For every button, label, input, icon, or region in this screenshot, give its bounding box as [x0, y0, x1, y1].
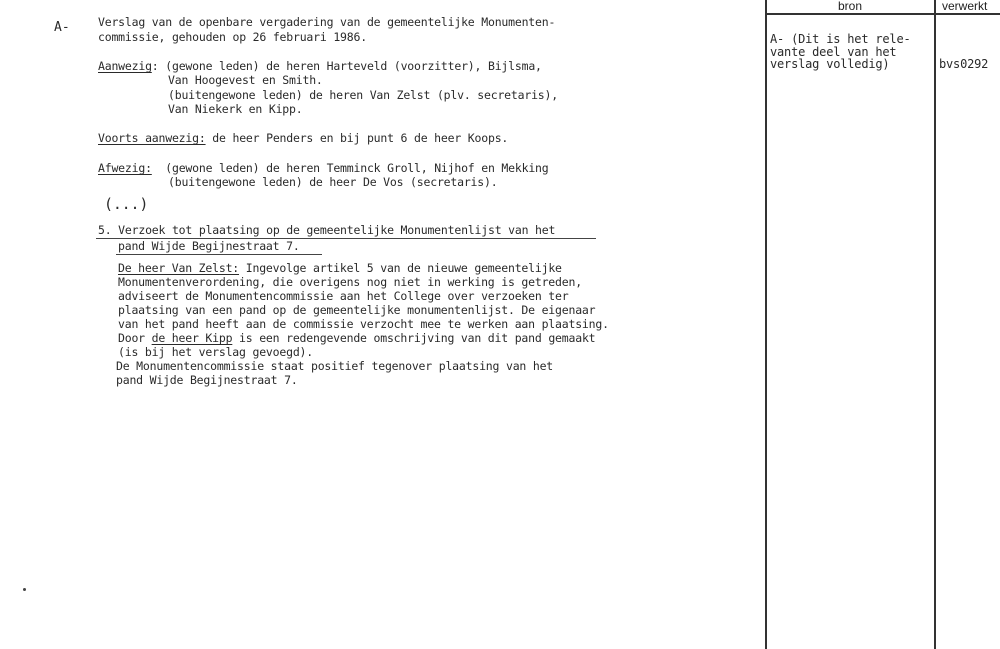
bron-line-2: vante deel van het: [770, 45, 897, 59]
speaker-van-zelst: De heer Van Zelst:: [118, 261, 240, 275]
bron-header: bron: [838, 0, 863, 13]
item5-body-line-5: van het pand heeft aan de commissie verzocht mee te werken aan plaatsing.: [118, 317, 609, 331]
absent-line-1: (gewone leden) de heren Temminck Groll, Nijhof en Mekking: [151, 161, 549, 175]
verwerkt-header: verwerkt: [942, 0, 988, 13]
verwerkt-code: bvs0292: [939, 57, 989, 71]
scan-speck: [23, 588, 26, 591]
absent-line-2: (buitengewone leden) de heer De Vos (secretaris).: [168, 175, 498, 189]
item5-body-line-1: [118, 262, 562, 275]
present-line-4: Van Niekerk en Kipp.: [168, 102, 303, 116]
margin-marker: A-: [54, 20, 70, 35]
absent-block: [98, 162, 549, 175]
present-block: [98, 60, 542, 73]
header-line-1: Verslag van de openbare vergadering van de gemeentelijke Monumenten-: [98, 15, 556, 29]
item5-body-line-3: adviseert de Monumentencommissie aan het College over verzoeken ter: [118, 289, 569, 303]
present-line-1: : (gewone leden) de heren Harteveld (voorzitter), Bijlsma,: [151, 59, 542, 73]
also-present-label: Voorts aanwezig:: [98, 131, 206, 145]
header-line-2: commissie, gehouden op 26 februari 1986.: [98, 30, 367, 44]
also-present-text: de heer Penders en bij punt 6 de heer Koops.: [205, 131, 509, 145]
bron-line-3: verslag volledig): [770, 57, 890, 71]
item5-title-line-1: 5. Verzoek tot plaatsing op de gemeentelijke Monumentenlijst van het: [98, 223, 556, 237]
item5-title-line-2: pand Wijde Begijnestraat 7.: [118, 239, 300, 253]
also-present-block: [98, 132, 508, 145]
present-line-3: (buitengewone leden) de heren Van Zelst (plv. secretaris),: [168, 88, 558, 102]
item5-body-line-2: Monumentenverordening, die overigens nog niet in werking is getreden,: [118, 275, 582, 289]
item5-body-text-6-post: is een redengevende omschrijving van dit pand gemaakt: [232, 331, 596, 345]
item5-body-line-6: [118, 332, 595, 345]
ellipsis: (...): [104, 195, 149, 213]
bron-column-left-border: [765, 0, 767, 649]
item5-body-line-9: pand Wijde Begijnestraat 7.: [116, 373, 298, 387]
item5-body-text-1: Ingevolge artikel 5 van de nieuwe gemeentelijke: [239, 261, 562, 275]
bron-column-right-border: [934, 0, 936, 649]
speaker-kipp: de heer Kipp: [151, 331, 233, 345]
item5-body-line-8: De Monumentencommissie staat positief tegenover plaatsing van het: [116, 359, 554, 373]
absent-label: Afwezig:: [98, 161, 152, 175]
item5-body-text-6-pre: Door: [118, 331, 152, 345]
item5-title-underline-2: [116, 254, 322, 255]
present-line-2: Van Hoogevest en Smith.: [168, 73, 323, 87]
column-header-bottom-border: [765, 13, 1000, 15]
present-label: Aanwezig: [98, 59, 152, 73]
item5-body-line-7: (is bij het verslag gevoegd).: [118, 345, 313, 359]
bron-line-1: A- (Dit is het rele-: [770, 32, 911, 46]
item5-body-line-4: plaatsing van een pand op de gemeentelijke monumentenlijst. De eigenaar: [118, 303, 596, 317]
